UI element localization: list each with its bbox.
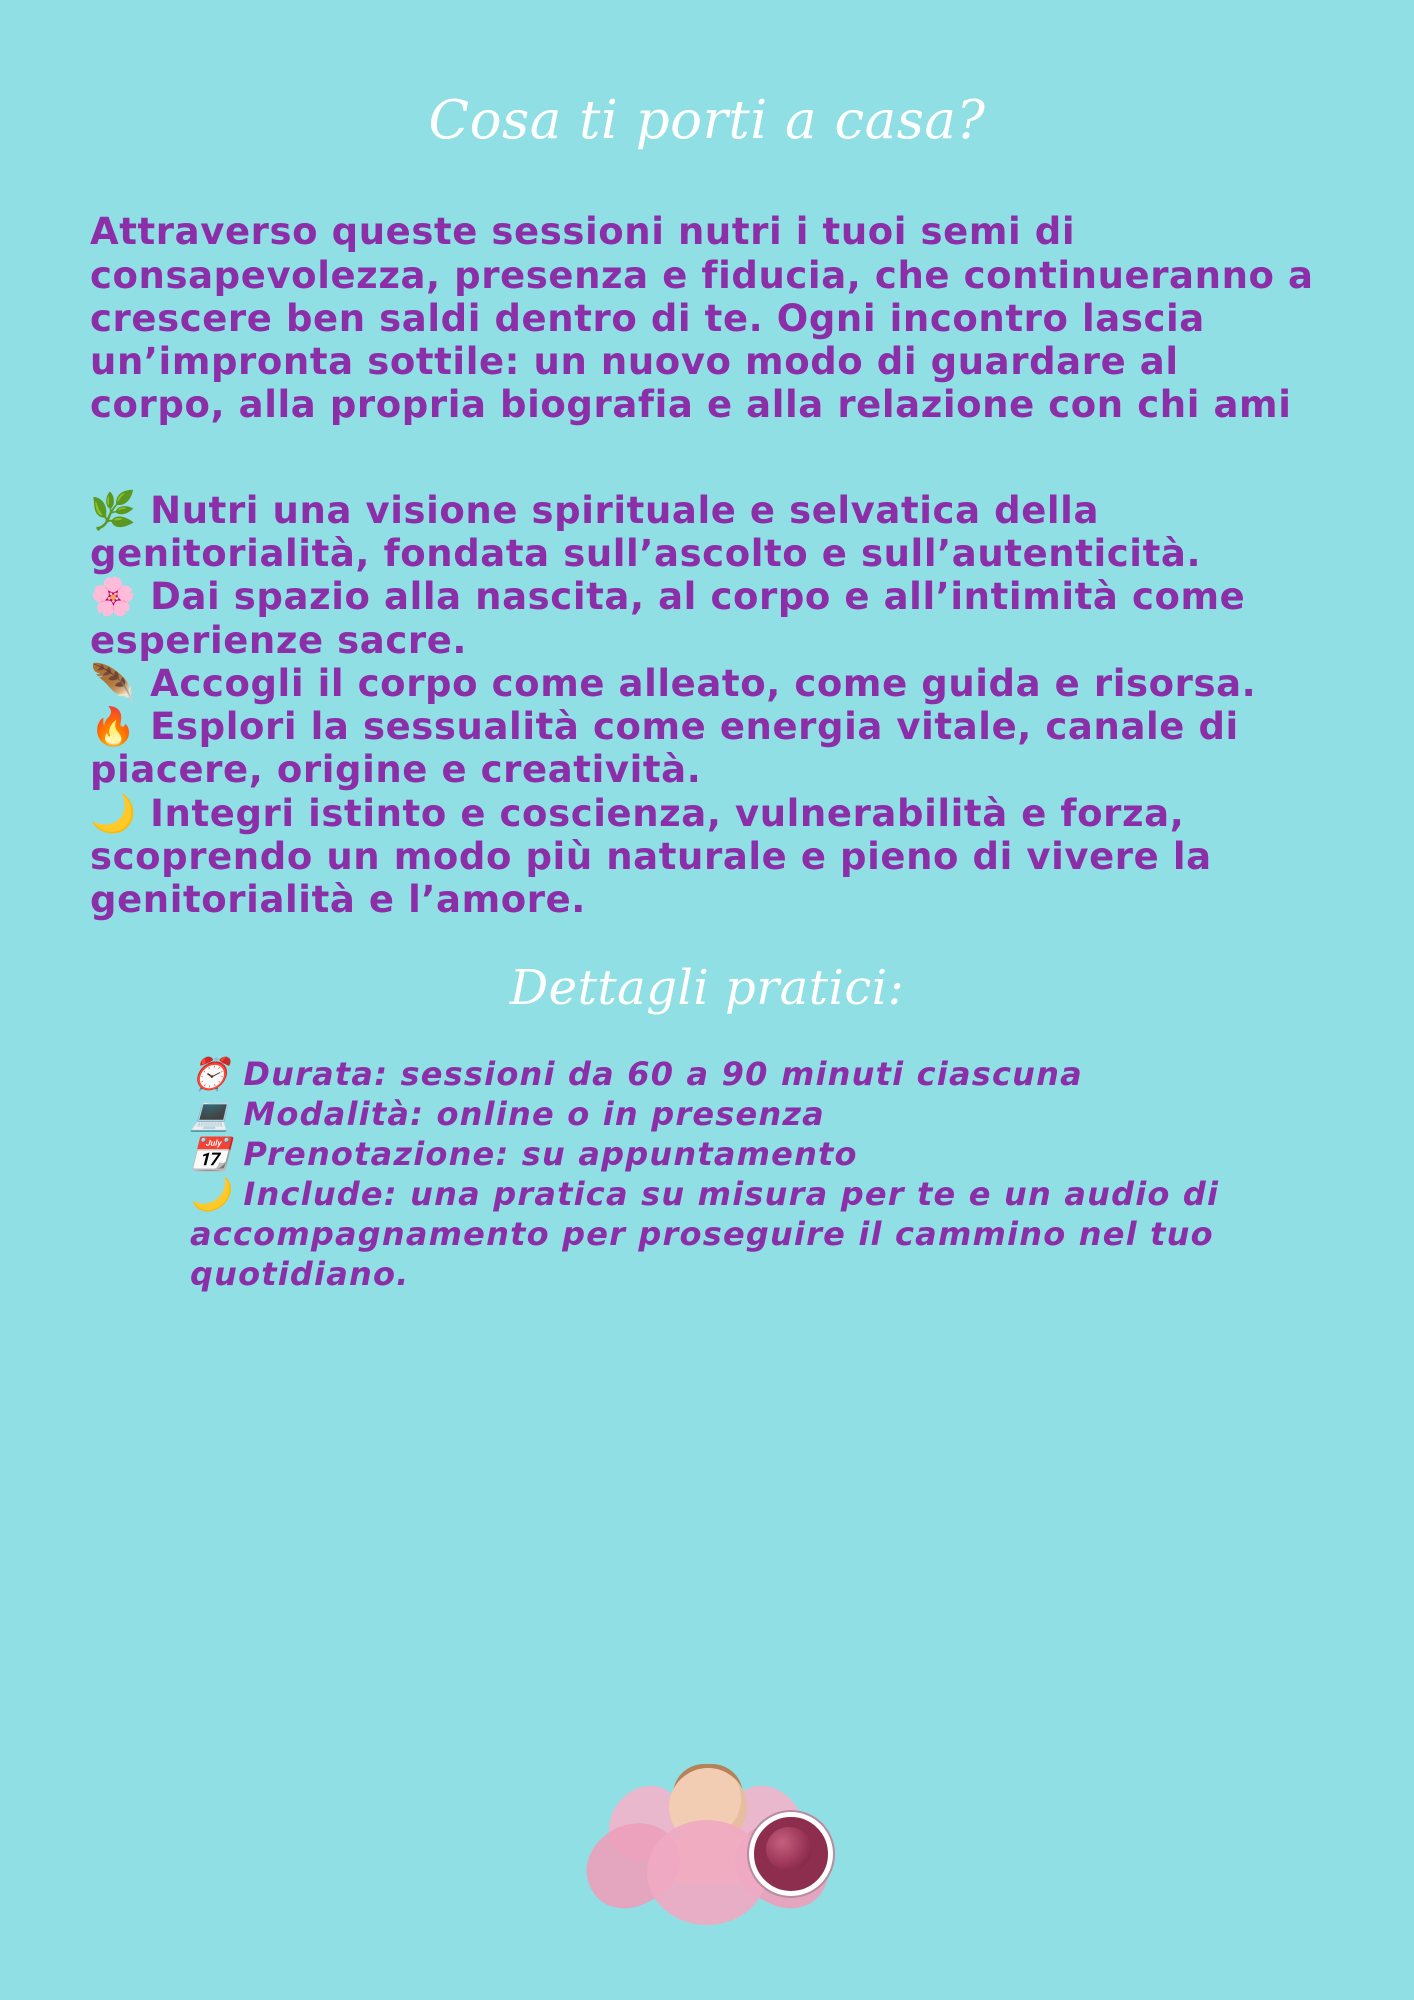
detail-item: [190, 1094, 1284, 1134]
practical-details-list: [90, 1054, 1324, 1294]
fire-icon: 🔥: [90, 705, 137, 749]
logo-container: [0, 1740, 1414, 1940]
list-item-label: Dai spazio alla nascita, al corpo e all’intimità come esperienze sacre.: [90, 575, 1246, 662]
intro-paragraph: Attraverso queste sessioni nutri i tuoi semi di consapevolezza, presenza e fiducia, che continueranno a crescere ben saldi dentro di te. Ogni incontro lascia un’impronta sottile: un nuovo modo di guardare al corpo, alla propria biografia e alla relazione con chi ami: [90, 210, 1314, 427]
page-title: Cosa ti porti a casa?: [428, 90, 986, 151]
alarm-clock-icon: ⏰: [190, 1055, 232, 1094]
detail-item: [190, 1134, 1284, 1174]
crescent-moon-icon: 🌙: [90, 791, 137, 835]
crescent-moon-icon: 🌙: [190, 1175, 232, 1214]
list-item-label: Nutri una visione spirituale e selvatica della genitorialità, fondata sull’ascolto e sull’autenticità.: [90, 488, 1202, 575]
lotus-petal: [647, 1820, 767, 1925]
detail-item-label: Include: una pratica su misura per te e un audio di accompagnamento per proseguire il cammino nel tuo quotidiano.: [190, 1175, 1220, 1294]
cherry-blossom-icon: 🌸: [90, 575, 137, 619]
list-item: [90, 662, 1324, 705]
list-item: [90, 489, 1324, 576]
list-item: [90, 792, 1324, 922]
lotus-baby-logo: [577, 1740, 837, 1940]
list-item-label: Esplori la sessualità come energia vitale, canale di piacere, origine e creatività.: [90, 705, 1239, 792]
list-item: [90, 575, 1324, 662]
detail-item-label: Prenotazione: su appuntamento: [243, 1135, 858, 1174]
list-item-label: Accogli il corpo come alleato, come guida e risorsa.: [150, 661, 1257, 705]
detail-item-label: Modalità: online o in presenza: [243, 1095, 825, 1134]
detail-item-label: Durata: sessioni da 60 a 90 minuti ciascuna: [243, 1055, 1083, 1094]
detail-item: [190, 1054, 1284, 1094]
herb-icon: 🌿: [90, 488, 137, 532]
detail-item: [190, 1174, 1284, 1294]
feather-icon: 🪶: [90, 661, 137, 705]
list-item-label: Integri istinto e coscienza, vulnerabilità e forza, scoprendo un modo più naturale e pieno di vivere la genitorialità e l’amore.: [90, 791, 1212, 922]
details-title: Dettagli pratici:: [509, 959, 905, 1016]
benefits-list: [90, 489, 1324, 922]
list-item: [90, 705, 1324, 792]
calendar-icon: 📆: [190, 1135, 232, 1174]
placenta-circle-icon: [749, 1812, 833, 1896]
laptop-icon: 💻: [190, 1095, 232, 1134]
